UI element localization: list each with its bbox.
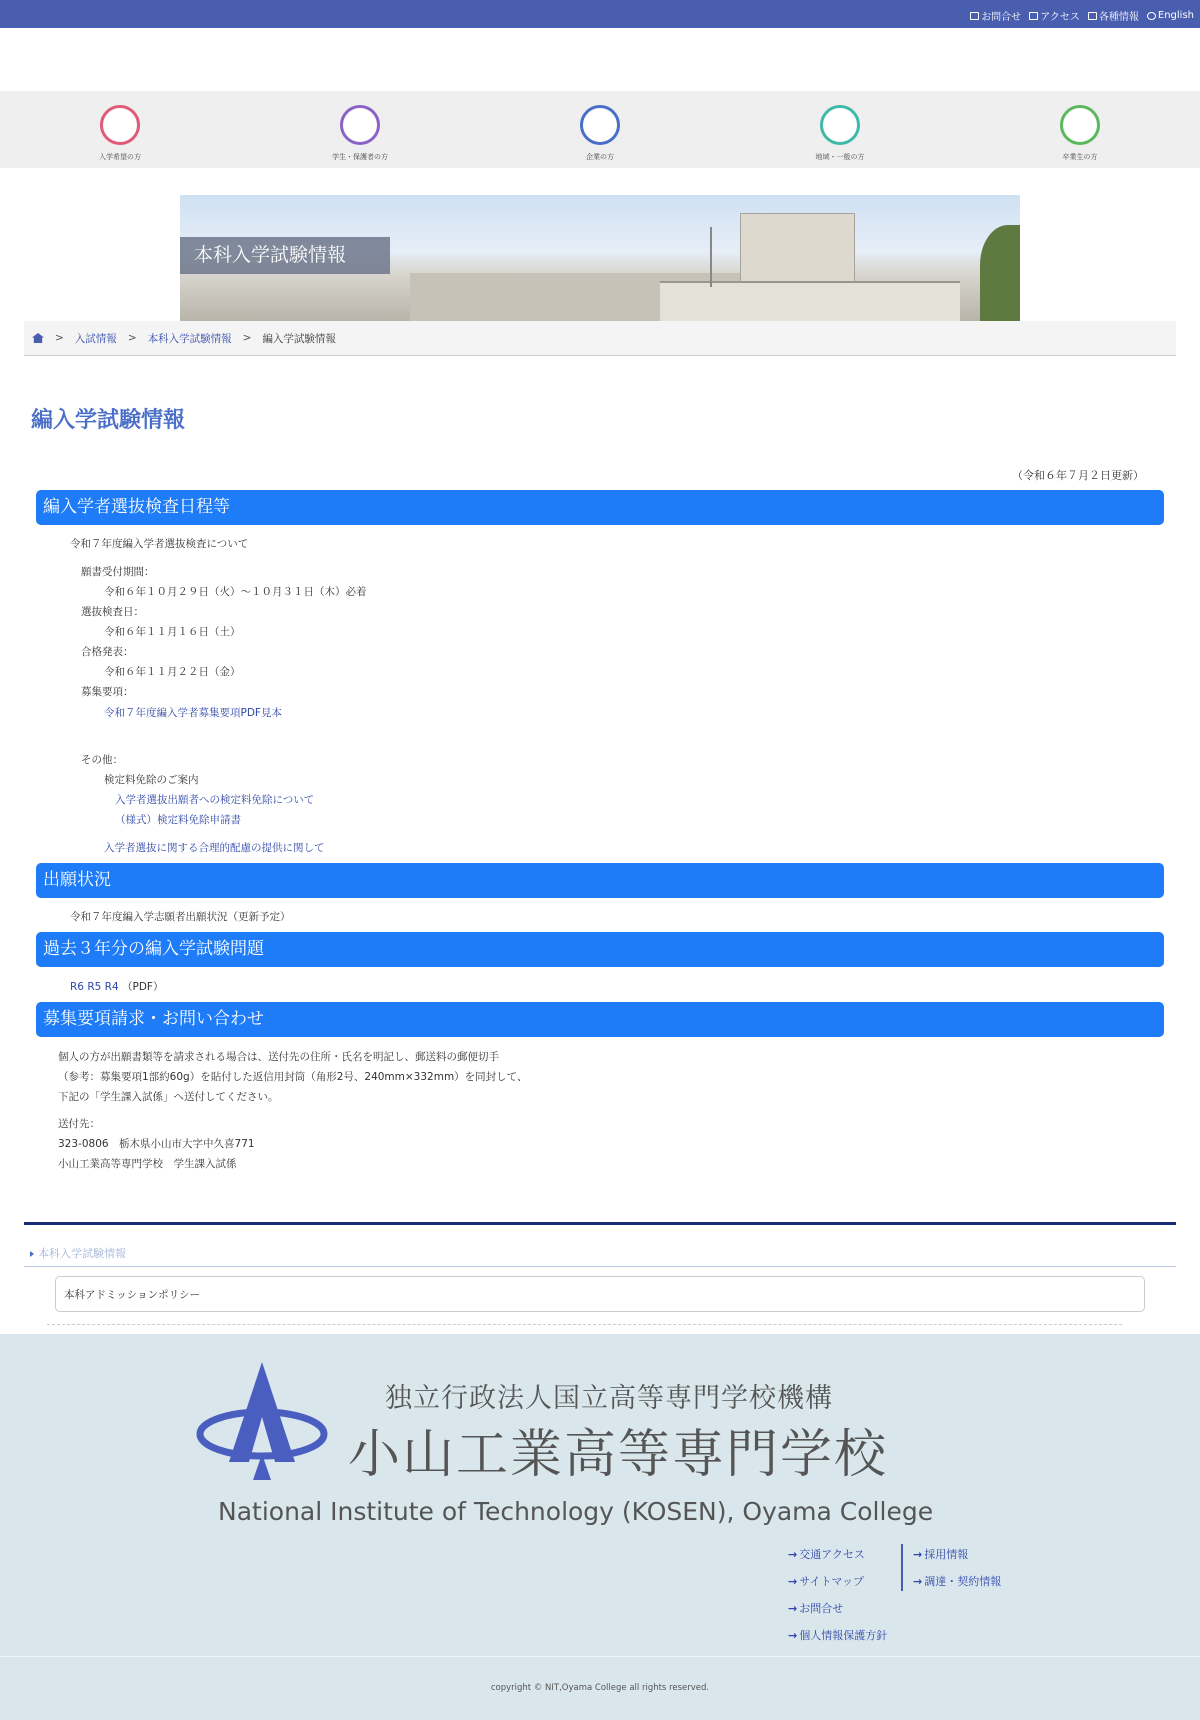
hero-title: 本科入学試験情報 (180, 237, 390, 274)
footer-links-left (788, 1546, 887, 1654)
utility-links (970, 8, 1194, 23)
pencil-icon (100, 105, 140, 145)
footer-link-procurement[interactable]: → 調達・契約情報 (913, 1573, 1001, 1589)
audience-community[interactable]: 地域・一般の方 (800, 105, 880, 162)
hero-windmill (710, 227, 712, 287)
copyright: copyright © NIT,Oyama College all rights reserved. (490, 1683, 710, 1693)
footer-link-privacy[interactable]: → 個人情報保護方針 (788, 1627, 887, 1643)
school-name-en: National Institute of Technology (KOSEN), Oyama College (218, 1497, 934, 1526)
audience-prospective[interactable]: 入学希望の方 (80, 105, 160, 162)
businessman-icon (580, 105, 620, 145)
footer-nav-title[interactable]: 本科入学試験情報 (30, 1245, 126, 1261)
request-text-1: 個人の方が出願書類等を請求される場合は、送付先の住所・氏名を明記し、郵送料の郵便切手 (58, 1051, 499, 1063)
destination-office: 小山工業高等専門学校 学生課入試係 (58, 1158, 237, 1170)
footer-divider (0, 1656, 1200, 1657)
mail-icon (970, 12, 979, 20)
past-exam-r6-link[interactable]: R6 (70, 981, 84, 993)
result-value: 令和６年１１月２２日（金） (104, 666, 241, 678)
destination-label: 送付先： (58, 1118, 100, 1130)
school-logo-icon (195, 1362, 330, 1482)
section-heading-schedule: 編入学者選抜検査日程等 (36, 490, 1164, 525)
section-heading-status: 出願状況 (36, 863, 1164, 898)
pdf-suffix: （PDF） (121, 981, 164, 993)
breadcrumb-regular-admissions[interactable]: 本科入学試験情報 (147, 332, 232, 345)
section-heading-past-exams: 過去３年分の編入学試験問題 (36, 932, 1164, 967)
footer-nav-dashed-line (47, 1324, 1122, 1325)
past-exam-links (70, 979, 163, 994)
footer-link-recruitment[interactable]: → 採用情報 (913, 1546, 1001, 1562)
application-value: 令和６年１０月２９日（火）〜１０月３１日（木）必着 (104, 586, 367, 598)
audience-companies[interactable]: 企業の方 (560, 105, 640, 162)
map-icon (1029, 12, 1038, 20)
access-link[interactable]: アクセス (1029, 8, 1080, 23)
guide-label: 募集要項： (81, 686, 134, 698)
application-label: 願書受付期間： (81, 566, 155, 578)
past-exam-r5-link[interactable]: R5 (87, 981, 102, 993)
footer-links-divider (901, 1544, 903, 1591)
fee-exemption-form-link[interactable]: （様式）検定料免除申請書 (115, 814, 241, 826)
contact-link[interactable]: お問合せ (970, 8, 1021, 23)
reasonable-accommodation-link[interactable]: 入学者選抜に関する合理的配慮の提供に関して (104, 842, 325, 854)
org-name: 独立行政法人国立高等専門学校機構 (385, 1383, 833, 1414)
breadcrumb-current: 編入学試験情報 (262, 332, 336, 345)
audience-nav (0, 91, 1200, 168)
footer-nav-underline (24, 1266, 1176, 1267)
fee-exemption-link[interactable]: 入学者選抜出願者への検定料免除について (115, 794, 315, 806)
school-name-jp: 小山工業高等専門学校 (348, 1425, 889, 1485)
footer-nav-item-admission-policy[interactable]: 本科アドミッションポリシー (55, 1276, 1145, 1312)
other-label: その他： (81, 754, 123, 766)
footer-link-access[interactable]: → 交通アクセス (788, 1546, 887, 1562)
community-icon (820, 105, 860, 145)
page-title: 編入学試験情報 (31, 408, 186, 433)
guide-pdf-link[interactable]: 令和７年度編入学者募集要項PDF見本 (104, 707, 282, 719)
home-icon[interactable] (32, 333, 44, 343)
past-exam-r4-link[interactable]: R4 (104, 981, 119, 993)
exam-value: 令和６年１１月１６日（土） (104, 626, 241, 638)
document-icon (1088, 12, 1097, 20)
footer-link-contact[interactable]: → お問合せ (788, 1600, 887, 1616)
request-text-3: 下記の「学生課入試係」へ送付してください。 (58, 1091, 279, 1103)
destination-address: 323-0806 栃木県小山市大字中久喜771 (58, 1138, 255, 1150)
breadcrumb: > 入試情報 > 本科入学試験情報 > 編入学試験情報 (24, 321, 1176, 356)
audience-students-parents[interactable]: 学生・保護者の方 (320, 105, 400, 162)
breadcrumb-admissions[interactable]: 入試情報 (74, 332, 117, 345)
schedule-intro: 令和７年度編入学者選抜検査について (70, 538, 249, 550)
updated-date: （令和６年７月２日更新） (1012, 469, 1144, 482)
fee-exemption-label: 検定料免除のご案内 (104, 774, 199, 786)
footer-nav-divider (24, 1222, 1176, 1225)
status-text: 令和７年度編入学志願者出願状況（更新予定） (70, 911, 291, 923)
hero-tree (980, 225, 1020, 321)
english-link[interactable]: English (1147, 8, 1194, 23)
exam-label: 選抜検査日： (81, 606, 144, 618)
top-bar (0, 0, 1200, 28)
request-text-2: （参考：募集要項1部約60g）を貼付した返信用封筒（角形2号、240mm×332mm）を同封して、 (58, 1071, 528, 1083)
info-link[interactable]: 各種情報 (1088, 8, 1139, 23)
site-footer (0, 1334, 1200, 1720)
section-heading-request: 募集要項請求・お問い合わせ (36, 1002, 1164, 1037)
footer-link-sitemap[interactable]: → サイトマップ (788, 1573, 887, 1589)
family-icon (340, 105, 380, 145)
globe-icon (1147, 12, 1156, 20)
hero-banner (180, 195, 1020, 321)
graduation-cap-icon (1060, 105, 1100, 145)
hero-building-front (660, 281, 960, 321)
footer-links-right (913, 1546, 1001, 1600)
audience-alumni[interactable]: 卒業生の方 (1040, 105, 1120, 162)
result-label: 合格発表： (81, 646, 134, 658)
